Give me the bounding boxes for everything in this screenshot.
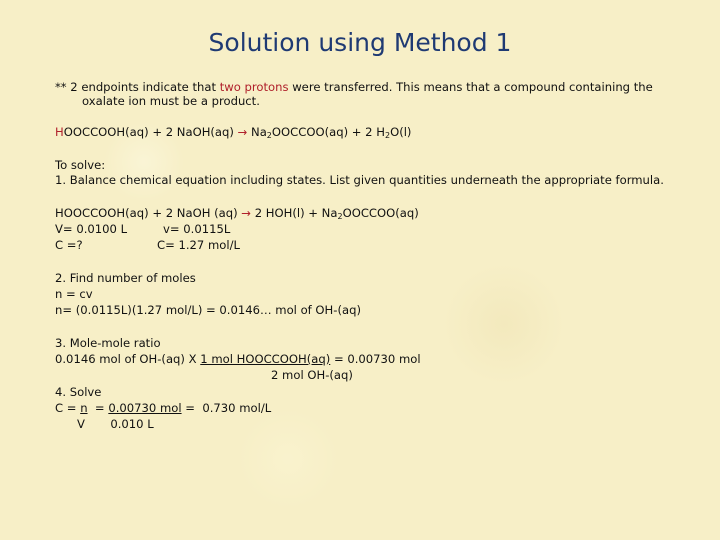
reaction-equation: [55, 125, 411, 139]
step4-n-value: 0.00730 mol: [108, 401, 182, 415]
step4-denominator: [77, 417, 154, 431]
step4-result: = 0.730 mol/L: [181, 401, 272, 415]
step3-numerator: 1 mol HOOCCOOH(aq): [200, 352, 331, 366]
note-prefix: ** 2 endpoints indicate that: [55, 80, 220, 94]
arrow-icon: →: [237, 125, 248, 139]
step4-heading: 4. Solve: [55, 385, 102, 399]
slide-title: Solution using Method 1: [208, 28, 512, 57]
volume-given-2: v= 0.0115L: [163, 222, 231, 236]
hydrogen-subscript: 2: [384, 131, 391, 140]
step4-v-value: 0.010 L: [110, 417, 154, 431]
product-oxalate: OOCCOO(aq) + 2 H: [271, 125, 385, 139]
step2-formula: n = cv: [55, 287, 93, 301]
step4-calc: [55, 401, 271, 415]
step2-heading: 2. Find number of moles: [55, 271, 196, 285]
balanced-right-a: 2 HOH(l) + Na: [254, 206, 338, 220]
balanced-left: HOOCCOOH(aq) + 2 NaOH (aq): [55, 206, 238, 220]
step3-pre: 0.0146 mol of OH-(aq) X: [55, 352, 201, 366]
reactants: OOCCOOH(aq) + 2 NaOH(aq): [63, 125, 234, 139]
step3-post: = 0.00730 mol: [330, 352, 421, 366]
note-suffix: were transferred. This means that a compound containing the: [288, 80, 653, 94]
step2-calc: n= (0.0115L)(1.27 mol/L) = 0.0146… mol of OH-(aq): [55, 303, 361, 317]
note-highlight: two protons: [219, 80, 289, 94]
balanced-equation: [55, 206, 419, 220]
product-water: O(l): [390, 125, 412, 139]
acid-first-letter: H: [55, 125, 64, 139]
step3-calc: [55, 352, 421, 366]
product-sodium: Na: [251, 125, 267, 139]
note-line-1: [55, 80, 653, 94]
concentration-given-1: C =?: [55, 238, 83, 252]
to-solve-heading: To solve:: [55, 158, 106, 172]
sodium-subscript: 2: [266, 131, 272, 140]
balanced-right-b: OOCCOO(aq): [342, 206, 419, 220]
step4-c-eq: C =: [55, 401, 81, 415]
step3-denominator: 2 mol OH-(aq): [271, 368, 353, 382]
step4-mid: =: [87, 401, 109, 415]
step1-text: 1. Balance chemical equation including states. List given quantities underneath the appropriate formula.: [55, 173, 664, 187]
step4-v: V: [77, 417, 85, 431]
volume-given-1: V= 0.0100 L: [55, 222, 128, 236]
note-line-2: oxalate ion must be a product.: [82, 94, 260, 108]
arrow-icon: →: [241, 206, 252, 220]
concentration-given-2: C= 1.27 mol/L: [157, 238, 240, 252]
step3-heading: 3. Mole-mole ratio: [55, 336, 161, 350]
step4-n: n: [80, 401, 88, 415]
balanced-subscript: 2: [337, 212, 343, 221]
